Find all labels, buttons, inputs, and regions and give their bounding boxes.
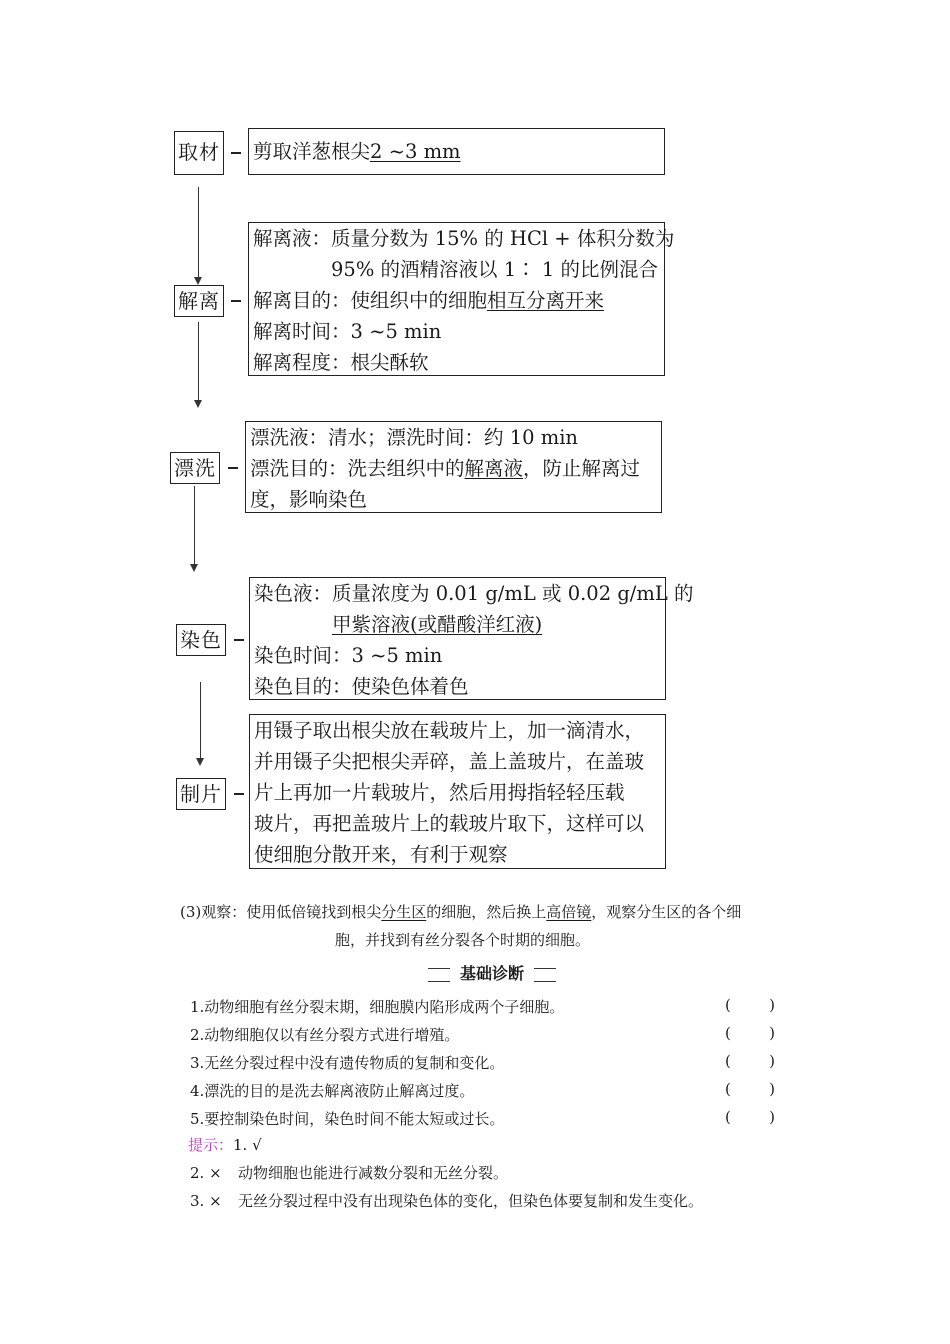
connector-dash (231, 152, 241, 154)
step-line: 染色液：质量浓度为 0.01 g/mL 或 0.02 g/mL 的 (254, 582, 694, 605)
step-box-ranse (249, 577, 694, 700)
flow-line (200, 682, 201, 760)
step-line: 漂洗液：清水；漂洗时间：约 10 min (250, 426, 578, 449)
observation-line-2: 胞，并找到有丝分裂各个时期的细胞。 (335, 931, 591, 949)
answer-blank: ( ) (725, 1080, 775, 1098)
step-line: 用镊子取出根尖放在载玻片上，加一滴清水， (254, 719, 645, 742)
step-line: 玻片，再把盖玻片上的载玻片取下，这样可以 (254, 812, 645, 835)
question-item: 4.漂洗的目的是洗去解离液防止解离过度。 (190, 1082, 475, 1100)
diagnosis-title: 基础诊断 (428, 963, 556, 985)
step-label-piaoxi: 漂洗 (170, 452, 220, 484)
step-line: 并用镊子尖把根尖弄碎，盖上盖玻片，在盖玻 (254, 750, 645, 773)
connector-dash (234, 639, 244, 641)
step-line: 度，影响染色 (250, 488, 368, 511)
step-box-zhipian (249, 714, 666, 869)
hint-line-1: 提示：1. √ (188, 1136, 262, 1154)
answer-blank: ( ) (725, 996, 775, 1014)
step-line: 甲紫溶液(或醋酸洋红液) (332, 613, 543, 636)
arrow-down-icon (194, 400, 202, 408)
step-line: 片上再加一片载玻片，然后用拇指轻轻压载 (254, 781, 625, 804)
arrow-down-icon (194, 277, 202, 285)
step-label-ranse: 染色 (176, 624, 226, 656)
question-item: 1.动物细胞有丝分裂末期，细胞膜内陷形成两个子细胞。 (190, 998, 565, 1016)
title-decoration (428, 968, 450, 982)
flow-line (198, 322, 199, 402)
step-line: 解离目的：使组织中的细胞相互分离开来 (253, 289, 605, 312)
hint-label: 提示： (188, 1136, 234, 1154)
step-line: 解离程度：根尖酥软 (253, 351, 429, 374)
step-line: 染色目的：使染色体着色 (254, 675, 469, 698)
question-item: 2.动物细胞仅以有丝分裂方式进行增殖。 (190, 1026, 460, 1044)
connector-dash (228, 467, 238, 469)
title-decoration (534, 968, 556, 982)
step-box-qucai (248, 128, 665, 175)
flow-line (194, 486, 195, 566)
answer-blank: ( ) (725, 1108, 775, 1126)
step-line: 剪取洋葱根尖2 ~3 mm (253, 140, 461, 163)
step-line: 解离时间：3 ~5 min (253, 320, 442, 343)
step-line: 使细胞分散开来，有利于观察 (254, 843, 508, 866)
step-line: 95% 的酒精溶液以 1∶ 1 的比例混合 (253, 258, 658, 281)
step-label-zhipian: 制片 (176, 778, 226, 810)
hint-line-2: 2. × 动物细胞也能进行减数分裂和无丝分裂。 (190, 1164, 509, 1182)
step-label-qucai: 取材 (174, 131, 224, 175)
answer-blank: ( ) (725, 1052, 775, 1070)
step-line: 漂洗目的：洗去组织中的解离液，防止解离过 (250, 457, 641, 480)
connector-dash (234, 793, 244, 795)
step-line: 解离液：质量分数为 15% 的 HCl + 体积分数为 (253, 227, 675, 250)
step-line: 染色时间：3 ~5 min (254, 644, 443, 667)
flow-line (198, 187, 199, 279)
answer-blank: ( ) (725, 1024, 775, 1042)
step-box-piaoxi (245, 421, 662, 513)
connector-dash (231, 300, 241, 302)
arrow-down-icon (190, 564, 198, 572)
observation-line-1: (3)观察：使用低倍镜找到根尖分生区的细胞，然后换上高倍镜，观察分生区的各个细 (180, 903, 742, 921)
step-box-jieli (248, 222, 675, 376)
question-item: 3.无丝分裂过程中没有遗传物质的复制和变化。 (190, 1054, 505, 1072)
hint-line-3: 3. × 无丝分裂过程中没有出现染色体的变化，但染色体要复制和发生变化。 (190, 1192, 704, 1210)
question-item: 5.要控制染色时间，染色时间不能太短或过长。 (190, 1110, 505, 1128)
arrow-down-icon (196, 758, 204, 766)
step-label-jieli: 解离 (174, 285, 224, 317)
